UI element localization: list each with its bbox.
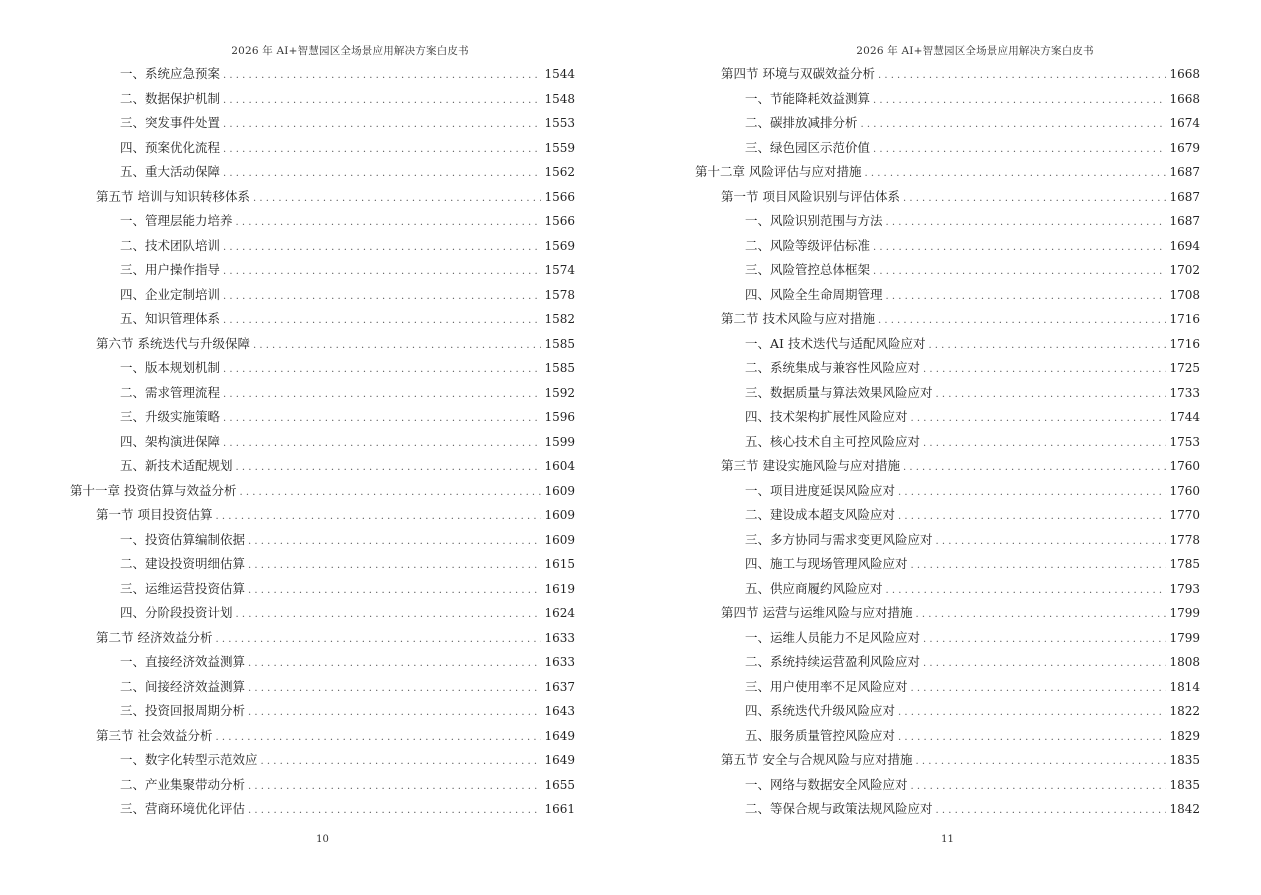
toc-entry[interactable] xyxy=(695,699,1200,724)
toc-entry[interactable] xyxy=(70,528,575,553)
toc-entry-page: 1753 xyxy=(1169,434,1200,449)
toc-leader-dots xyxy=(223,162,541,187)
toc-entry[interactable] xyxy=(70,675,575,700)
toc-entry[interactable] xyxy=(695,675,1200,700)
toc-entry[interactable] xyxy=(70,405,575,430)
toc-entry-page: 1679 xyxy=(1169,140,1200,155)
toc-entry-title: 五、重大活动保障 xyxy=(120,164,221,179)
toc-entry-title: 三、营商环境优化评估 xyxy=(120,801,246,816)
toc-entry-title: 三、数据质量与算法效果风险应对 xyxy=(745,384,933,400)
page-number: 11 xyxy=(941,834,954,845)
toc-leader-dots xyxy=(911,407,1167,432)
toc-entry[interactable] xyxy=(70,601,575,626)
toc-entry-title: 二、数据保护机制 xyxy=(120,90,221,106)
toc-entry-page: 1609 xyxy=(544,483,575,498)
toc-leader-dots xyxy=(253,334,541,359)
toc-entry-page: 1649 xyxy=(544,753,575,767)
toc-entry[interactable] xyxy=(695,234,1200,259)
toc-leader-dots xyxy=(898,726,1166,751)
toc-entry[interactable] xyxy=(695,773,1200,798)
toc-leader-dots xyxy=(223,138,541,163)
toc-leader-dots xyxy=(928,334,1166,359)
toc-entry[interactable] xyxy=(70,258,575,283)
toc-entry-title: 三、用户操作指导 xyxy=(120,262,221,277)
toc-entry-title: 二、技术团队培训 xyxy=(120,237,221,253)
toc-entry-page: 1633 xyxy=(544,655,575,669)
toc-entry-page: 1687 xyxy=(1169,189,1200,204)
toc-entry-title: 第一节 项目风险识别与评估体系 xyxy=(721,188,900,204)
toc-entry-page: 1544 xyxy=(544,67,575,81)
toc-entry[interactable] xyxy=(695,111,1200,136)
toc-entry-page: 1553 xyxy=(544,116,575,130)
toc-entry[interactable] xyxy=(70,356,575,381)
toc-entry[interactable] xyxy=(695,160,1200,185)
toc-entry-title: 五、供应商履约风险应对 xyxy=(745,580,883,596)
toc-entry-page: 1744 xyxy=(1169,410,1200,424)
toc-leader-dots xyxy=(903,187,1166,212)
toc-entry-title: 第五节 培训与知识转移体系 xyxy=(96,188,250,204)
toc-entry[interactable] xyxy=(70,209,575,234)
toc-entry-title: 第十二章 风险评估与应对措施 xyxy=(695,164,862,179)
toc-entry[interactable] xyxy=(70,773,575,798)
toc-entry[interactable] xyxy=(695,430,1200,455)
toc-entry-page: 1814 xyxy=(1169,679,1200,694)
toc-entry[interactable] xyxy=(695,136,1200,161)
toc-entry-title: 一、数字化转型示范效应 xyxy=(120,752,258,767)
toc-entry[interactable] xyxy=(70,552,575,577)
toc-entry-page: 1687 xyxy=(1169,165,1200,179)
toc-entry-title: 二、等保合规与政策法规风险应对 xyxy=(745,801,933,816)
toc-entry-page: 1615 xyxy=(544,557,575,571)
toc-entry-title: 三、绿色园区示范价值 xyxy=(745,139,871,155)
toc-leader-dots xyxy=(223,89,541,114)
toc-leader-dots xyxy=(236,456,542,481)
toc-entry-page: 1785 xyxy=(1169,557,1200,571)
toc-entry[interactable] xyxy=(695,87,1200,112)
toc-leader-dots xyxy=(911,775,1167,800)
toc-entry[interactable] xyxy=(70,136,575,161)
toc-entry-title: 五、新技术适配规划 xyxy=(120,458,233,473)
toc-entry-title: 四、预案优化流程 xyxy=(120,139,221,155)
toc-entry-title: 四、企业定制培训 xyxy=(120,286,221,302)
toc-entry[interactable] xyxy=(70,381,575,406)
toc-entry-title: 一、投资估算编制依据 xyxy=(120,531,246,547)
toc-leader-dots xyxy=(936,799,1167,824)
toc-entry[interactable] xyxy=(70,454,575,479)
toc-entry[interactable] xyxy=(695,356,1200,381)
left-page xyxy=(70,0,630,895)
toc-leader-dots xyxy=(248,652,541,677)
toc-leader-dots xyxy=(261,750,542,775)
toc-entry-page: 1842 xyxy=(1169,802,1200,816)
toc-leader-dots xyxy=(223,407,541,432)
toc-leader-dots xyxy=(223,113,541,138)
toc-entry-title: 五、知识管理体系 xyxy=(120,311,221,326)
toc-leader-dots xyxy=(923,652,1166,677)
toc-entry[interactable] xyxy=(70,797,575,822)
toc-entry-page: 1566 xyxy=(544,189,575,204)
toc-leader-dots xyxy=(861,113,1167,138)
toc-list xyxy=(70,62,575,822)
toc-entry-page: 1829 xyxy=(1169,728,1200,743)
toc-leader-dots xyxy=(248,775,541,800)
running-header: 2026 年 AI+智慧园区全场景应用解决方案白皮书 xyxy=(856,45,1094,57)
toc-entry-title: 一、运维人员能力不足风险应对 xyxy=(745,629,921,645)
toc-entry[interactable] xyxy=(695,283,1200,308)
toc-leader-dots xyxy=(903,456,1166,481)
toc-entry[interactable] xyxy=(695,332,1200,357)
toc-entry-page: 1835 xyxy=(1169,753,1200,767)
toc-entry[interactable] xyxy=(70,430,575,455)
toc-entry-page: 1592 xyxy=(544,385,575,400)
toc-leader-dots xyxy=(915,750,1166,775)
toc-entry-page: 1609 xyxy=(544,532,575,547)
toc-entry-page: 1609 xyxy=(544,508,575,522)
toc-leader-dots xyxy=(878,64,1166,89)
toc-entry-page: 1702 xyxy=(1169,263,1200,277)
toc-entry-title: 第四节 运营与运维风险与应对措施 xyxy=(721,605,913,620)
toc-entry-title: 二、系统持续运营盈利风险应对 xyxy=(745,654,921,669)
toc-leader-dots xyxy=(898,701,1166,726)
toc-entry-page: 1655 xyxy=(544,777,575,792)
toc-entry-title: 三、突发事件处置 xyxy=(120,115,221,130)
toc-entry[interactable] xyxy=(70,283,575,308)
toc-entry-page: 1668 xyxy=(1169,91,1200,106)
toc-entry[interactable] xyxy=(70,479,575,504)
toc-leader-dots xyxy=(223,260,541,285)
toc-leader-dots xyxy=(223,309,541,334)
toc-entry-title: 五、服务质量管控风险应对 xyxy=(745,727,896,743)
page-number: 10 xyxy=(316,834,329,845)
toc-entry-page: 1799 xyxy=(1169,630,1200,645)
toc-entry-title: 四、技术架构扩展性风险应对 xyxy=(745,409,908,424)
toc-entry-title: 二、建设成本超支风险应对 xyxy=(745,507,896,522)
toc-entry-title: 第一节 项目投资估算 xyxy=(96,507,213,522)
toc-entry[interactable] xyxy=(70,111,575,136)
toc-entry-title: 三、多方协同与需求变更风险应对 xyxy=(745,531,933,547)
toc-entry-page: 1585 xyxy=(544,361,575,375)
toc-entry-page: 1624 xyxy=(544,606,575,620)
toc-entry-page: 1733 xyxy=(1169,385,1200,400)
toc-entry-title: 第五节 安全与合规风险与应对措施 xyxy=(721,752,913,767)
toc-leader-dots xyxy=(223,383,541,408)
toc-entry-title: 一、风险识别范围与方法 xyxy=(745,213,883,228)
toc-entry[interactable] xyxy=(695,748,1200,773)
toc-entry[interactable] xyxy=(695,724,1200,749)
toc-entry-title: 一、直接经济效益测算 xyxy=(120,654,246,669)
toc-entry[interactable] xyxy=(695,650,1200,675)
toc-entry-page: 1694 xyxy=(1169,238,1200,253)
toc-leader-dots xyxy=(915,603,1166,628)
toc-entry[interactable] xyxy=(695,185,1200,210)
toc-leader-dots xyxy=(248,701,541,726)
toc-entry-page: 1799 xyxy=(1169,606,1200,620)
toc-entry-page: 1562 xyxy=(544,165,575,179)
toc-leader-dots xyxy=(223,236,541,261)
toc-entry-title: 第三节 建设实施风险与应对措施 xyxy=(721,458,900,473)
toc-entry[interactable] xyxy=(695,797,1200,822)
toc-entry-page: 1643 xyxy=(544,704,575,718)
toc-leader-dots xyxy=(248,579,541,604)
toc-leader-dots xyxy=(898,505,1166,530)
toc-entry-page: 1708 xyxy=(1169,287,1200,302)
toc-entry[interactable] xyxy=(695,479,1200,504)
toc-entry-page: 1574 xyxy=(544,263,575,277)
toc-leader-dots xyxy=(886,285,1167,310)
toc-entry[interactable] xyxy=(70,724,575,749)
toc-leader-dots xyxy=(886,211,1167,236)
toc-leader-dots xyxy=(864,162,1166,187)
toc-entry-title: 一、AI 技术迭代与适配风险应对 xyxy=(745,335,926,351)
toc-entry[interactable] xyxy=(695,381,1200,406)
toc-entry[interactable] xyxy=(70,185,575,210)
toc-leader-dots xyxy=(223,285,541,310)
toc-entry-title: 一、管理层能力培养 xyxy=(120,213,233,228)
toc-leader-dots xyxy=(215,726,541,751)
toc-entry-title: 二、产业集聚带动分析 xyxy=(120,776,246,792)
toc-entry-title: 第四节 环境与双碳效益分析 xyxy=(721,66,875,81)
toc-entry-title: 第十一章 投资估算与效益分析 xyxy=(70,482,237,498)
toc-leader-dots xyxy=(223,64,541,89)
toc-entry-page: 1668 xyxy=(1169,67,1200,81)
toc-entry-title: 四、风险全生命周期管理 xyxy=(745,286,883,302)
toc-entry[interactable] xyxy=(695,528,1200,553)
toc-entry[interactable] xyxy=(695,454,1200,479)
toc-entry[interactable] xyxy=(70,332,575,357)
toc-entry-page: 1637 xyxy=(544,679,575,694)
toc-leader-dots xyxy=(873,89,1166,114)
toc-entry-title: 四、施工与现场管理风险应对 xyxy=(745,556,908,571)
toc-leader-dots xyxy=(248,799,541,824)
toc-entry[interactable] xyxy=(70,699,575,724)
toc-entry[interactable] xyxy=(695,258,1200,283)
toc-entry-title: 二、系统集成与兼容性风险应对 xyxy=(745,360,921,375)
toc-entry-page: 1604 xyxy=(544,459,575,473)
toc-entry-title: 三、投资回报周期分析 xyxy=(120,703,246,718)
toc-leader-dots xyxy=(253,187,541,212)
toc-entry-title: 第二节 技术风险与应对措施 xyxy=(721,311,875,326)
toc-entry-title: 四、架构演进保障 xyxy=(120,433,221,449)
toc-entry-title: 第六节 系统迭代与升级保障 xyxy=(96,335,250,351)
toc-entry-page: 1661 xyxy=(544,802,575,816)
toc-leader-dots xyxy=(923,432,1166,457)
toc-entry-page: 1649 xyxy=(544,728,575,743)
running-header: 2026 年 AI+智慧园区全场景应用解决方案白皮书 xyxy=(231,45,469,57)
toc-entry[interactable] xyxy=(70,160,575,185)
toc-leader-dots xyxy=(248,677,541,702)
toc-leader-dots xyxy=(873,260,1166,285)
toc-entry-page: 1716 xyxy=(1169,336,1200,351)
right-page xyxy=(695,0,1255,895)
toc-leader-dots xyxy=(236,603,542,628)
toc-leader-dots xyxy=(223,432,541,457)
toc-leader-dots xyxy=(223,358,541,383)
toc-entry-page: 1835 xyxy=(1169,777,1200,792)
toc-entry-title: 四、分阶段投资计划 xyxy=(120,605,233,620)
toc-entry[interactable] xyxy=(70,307,575,332)
toc-entry-title: 三、用户使用率不足风险应对 xyxy=(745,678,908,694)
toc-entry-page: 1548 xyxy=(544,91,575,106)
toc-entry-title: 一、项目进度延误风险应对 xyxy=(745,482,896,498)
toc-entry-title: 第二节 经济效益分析 xyxy=(96,629,213,645)
toc-entry[interactable] xyxy=(695,209,1200,234)
toc-list xyxy=(695,62,1200,822)
toc-entry-page: 1760 xyxy=(1169,459,1200,473)
toc-entry-page: 1619 xyxy=(544,581,575,596)
toc-entry-page: 1585 xyxy=(544,336,575,351)
toc-leader-dots xyxy=(873,236,1166,261)
toc-entry-page: 1808 xyxy=(1169,655,1200,669)
toc-entry-title: 一、系统应急预案 xyxy=(120,66,221,81)
toc-entry-page: 1674 xyxy=(1169,116,1200,130)
toc-leader-dots xyxy=(886,579,1167,604)
toc-entry-page: 1770 xyxy=(1169,508,1200,522)
toc-entry[interactable] xyxy=(70,503,575,528)
toc-entry-page: 1578 xyxy=(544,287,575,302)
toc-entry-title: 二、风险等级评估标准 xyxy=(745,237,871,253)
toc-entry[interactable] xyxy=(695,626,1200,651)
toc-entry-page: 1566 xyxy=(544,214,575,228)
toc-entry-page: 1687 xyxy=(1169,214,1200,228)
toc-entry-title: 第三节 社会效益分析 xyxy=(96,727,213,743)
toc-entry-page: 1569 xyxy=(544,238,575,253)
toc-entry[interactable] xyxy=(70,626,575,651)
toc-leader-dots xyxy=(239,481,541,506)
toc-entry[interactable] xyxy=(70,87,575,112)
toc-entry[interactable] xyxy=(695,307,1200,332)
toc-entry[interactable] xyxy=(70,234,575,259)
toc-leader-dots xyxy=(215,505,541,530)
toc-entry-title: 一、网络与数据安全风险应对 xyxy=(745,776,908,792)
toc-entry-page: 1778 xyxy=(1169,532,1200,547)
toc-entry-page: 1596 xyxy=(544,410,575,424)
toc-entry-title: 二、建设投资明细估算 xyxy=(120,556,246,571)
toc-entry-page: 1582 xyxy=(544,312,575,326)
toc-leader-dots xyxy=(936,530,1167,555)
toc-entry-page: 1599 xyxy=(544,434,575,449)
toc-entry-page: 1793 xyxy=(1169,581,1200,596)
toc-leader-dots xyxy=(215,628,541,653)
toc-leader-dots xyxy=(923,628,1166,653)
toc-entry-title: 五、核心技术自主可控风险应对 xyxy=(745,433,921,449)
toc-entry-title: 一、版本规划机制 xyxy=(120,360,221,375)
toc-entry[interactable] xyxy=(70,62,575,87)
toc-entry[interactable] xyxy=(70,650,575,675)
toc-entry[interactable] xyxy=(70,748,575,773)
toc-entry[interactable] xyxy=(695,601,1200,626)
toc-entry-title: 四、系统迭代升级风险应对 xyxy=(745,703,896,718)
toc-entry-title: 三、运维运营投资估算 xyxy=(120,580,246,596)
toc-entry-title: 三、风险管控总体框架 xyxy=(745,262,871,277)
toc-entry-page: 1559 xyxy=(544,140,575,155)
toc-entry-page: 1760 xyxy=(1169,483,1200,498)
toc-entry[interactable] xyxy=(695,405,1200,430)
toc-leader-dots xyxy=(248,530,541,555)
toc-entry[interactable] xyxy=(695,62,1200,87)
toc-leader-dots xyxy=(911,677,1167,702)
toc-entry-title: 三、升级实施策略 xyxy=(120,409,221,424)
toc-leader-dots xyxy=(873,138,1166,163)
toc-entry-title: 二、间接经济效益测算 xyxy=(120,678,246,694)
toc-entry[interactable] xyxy=(695,503,1200,528)
toc-leader-dots xyxy=(248,554,541,579)
toc-leader-dots xyxy=(923,358,1166,383)
toc-leader-dots xyxy=(878,309,1166,334)
toc-entry-page: 1725 xyxy=(1169,361,1200,375)
toc-entry-title: 二、碳排放减排分析 xyxy=(745,115,858,130)
toc-entry-page: 1822 xyxy=(1169,704,1200,718)
toc-leader-dots xyxy=(898,481,1166,506)
toc-entry-page: 1716 xyxy=(1169,312,1200,326)
toc-entry[interactable] xyxy=(695,552,1200,577)
toc-entry-page: 1633 xyxy=(544,630,575,645)
toc-entry[interactable] xyxy=(70,577,575,602)
toc-leader-dots xyxy=(236,211,542,236)
toc-entry-title: 二、需求管理流程 xyxy=(120,384,221,400)
toc-leader-dots xyxy=(936,383,1167,408)
toc-leader-dots xyxy=(911,554,1167,579)
toc-entry[interactable] xyxy=(695,577,1200,602)
toc-entry-title: 一、节能降耗效益测算 xyxy=(745,90,871,106)
